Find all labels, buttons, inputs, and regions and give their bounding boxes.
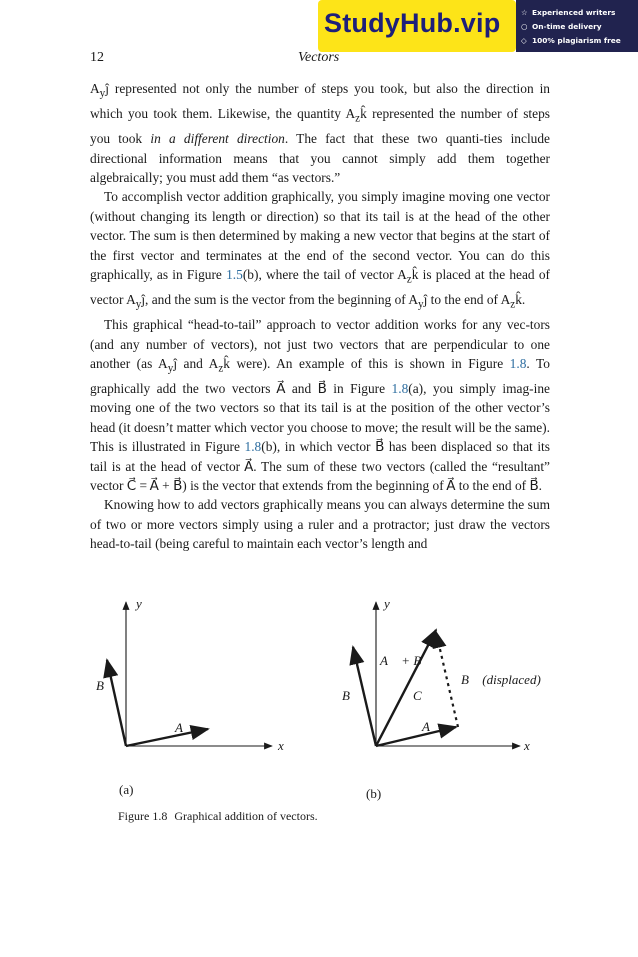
clock-icon: ○ (521, 22, 528, 31)
panel-b-label: (b) (366, 786, 382, 801)
banner-features (516, 0, 638, 52)
vector-a-b (376, 727, 456, 746)
vector-diagram (0, 590, 638, 830)
running-title: Vectors (298, 50, 340, 65)
caption-number: Figure 1.8 (118, 809, 168, 823)
page-number: 12 (90, 50, 104, 65)
figure-caption (118, 809, 318, 824)
panel-b-diagram (342, 596, 541, 753)
paragraph: $A_yĵ$ represented not only the number of steps you took, but also the direction in which you took them. Likewise, the quantity $A_zk̂$ represented the number of steps you took in a different direction. The fact that these two quanti-ties include directional information means that you cannot simply add them together algebraically; you must add them “as vectors.” (90, 81, 551, 185)
caption-text: Graphical addition of vectors. (174, 809, 318, 823)
logo-text: StudyHub.vip (324, 8, 501, 38)
y-axis-label-b: y (384, 596, 390, 611)
x-axis-label-a: x (278, 738, 284, 753)
vector-b-displaced (436, 632, 458, 727)
body-text (90, 79, 550, 554)
paragraph: To accomplish vector addition graphically, you simply imagine moving one vector (without changing its length or direction) so that its tail is at the head of the other vector. The sum is then determined by making a new vector that begins at the start of the first vector and terminates at the end of the second vector. You can do this graphically, as in Figure 1.5(b), where the tail of vector $A_zk̂$ is placed at the head of vector $A_yĵ$, and the sum is the vector from the beginning of $A_yĵ$ to the end of $A_zk̂$. (90, 189, 550, 311)
panel-a-label: (a) (119, 782, 134, 797)
star-icon: ☆ (521, 8, 528, 17)
vector-b-label-a: B⃗ (96, 678, 115, 693)
vector-a-label-b: A⃗ (422, 719, 441, 734)
studyhub-logo[interactable] (318, 0, 516, 52)
vector-a-label-a: A⃗ (175, 720, 194, 735)
feature-plagiarism: ◇ 100% plagiarism free (521, 36, 621, 45)
vector-b-label-b: B⃗ (342, 688, 361, 703)
sum-label-b: A⃗ + B⃗ (380, 653, 432, 668)
displaced-label-b: B⃗ (displaced) (461, 672, 541, 687)
paragraph: This graphical “head-to-tail” approach to vector addition works for any vec-tors (and any number of vectors), not just two vectors that are perpendicular to one another (as $A_yĵ$ and $A_zk̂$ were). An example of this is shown in Figure 1.8. To graphically add the two vectors A⃗ and B⃗ in Figure 1.8(a), you simply imag-ine moving one of the two vectors so that its tail is at the position of the other vector’s head (it doesn’t matter which vector you choose to move; the result will be the same). This is illustrated in Figure 1.8(b), in which vector B⃗ has been displaced so that its tail is at the head of vector A⃗. The sum of these two vectors (called the “resultant” vector C⃗ = A⃗ + B⃗) is the vector that extends from the beginning of A⃗ to the end of B⃗. (90, 317, 550, 494)
vector-b-a (107, 660, 126, 746)
feature-experienced: ☆ Experienced writers (521, 8, 616, 17)
figure-1-8 (0, 590, 638, 830)
x-axis-label-b: x (524, 738, 530, 753)
vector-c-label-b: C⃗ (413, 688, 432, 703)
vector-a-a (126, 729, 208, 746)
shield-icon: ◇ (521, 36, 527, 45)
panel-a-diagram (96, 596, 284, 753)
y-axis-label-a: y (136, 596, 142, 611)
paragraph: Knowing how to add vectors graphically means you can always determine the sum of two or more vectors simply using a ruler and a protractor; just draw the vectors head-to-tail (being careful to maintain each vector’s length and (90, 497, 550, 552)
feature-delivery: ○ On-time delivery (521, 22, 602, 31)
